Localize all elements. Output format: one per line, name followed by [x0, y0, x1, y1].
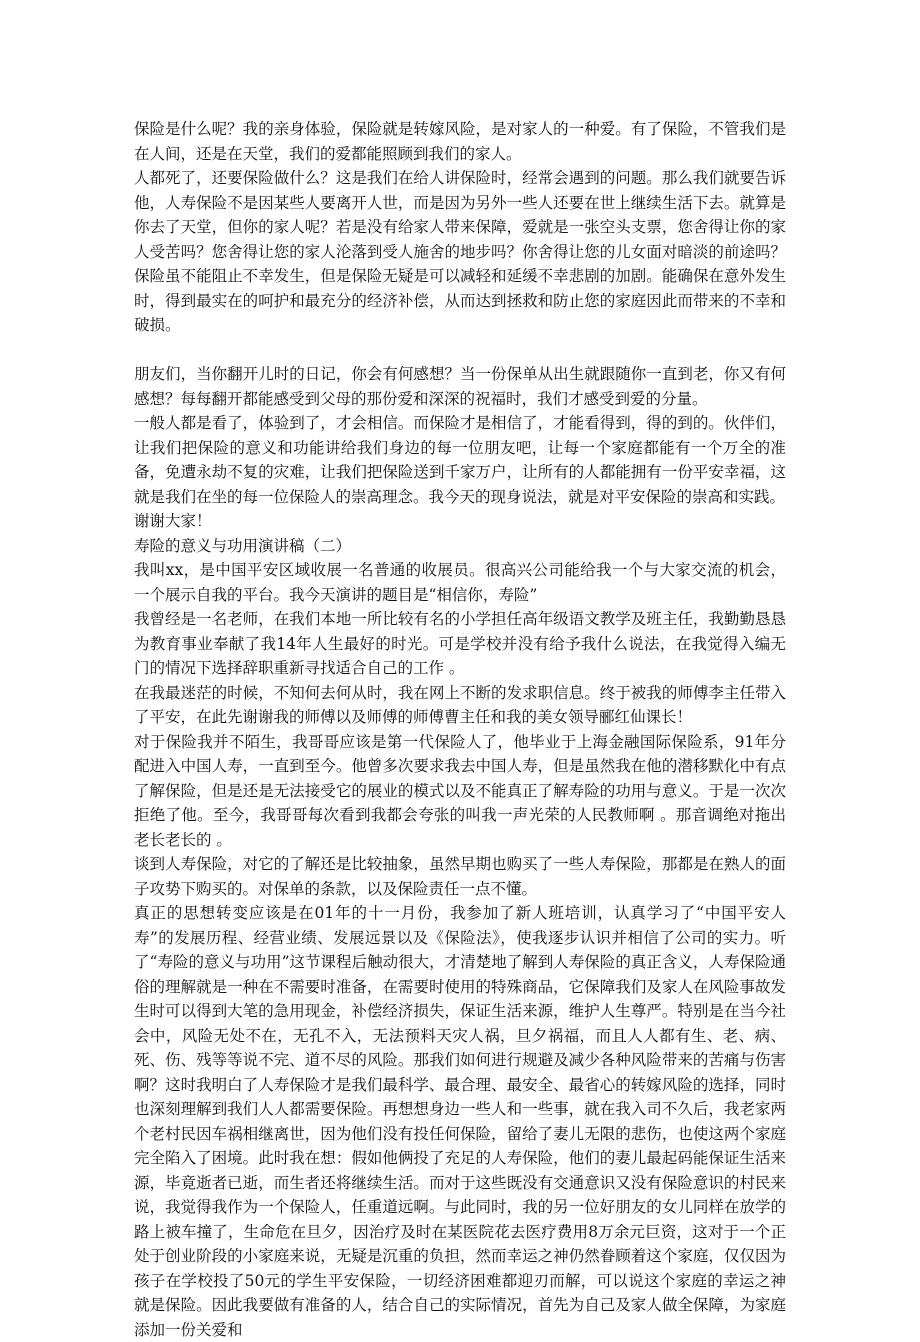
paragraph-believe: 一般人都是看了，体验到了，才会相信。而保险才是相信了，才能看得到，得的到的。伙伴们，让我们把保险的意义和功能讲给我们身边的每一位朋友吧，让每一个家庭都能有一个万全的准备，免遭永劫不复的灾难，让我们把保险送到千家万户，让所有的人都能拥有一份平安幸福，这就是我们在坐的每一位保险人的崇高理念。我今天的现身说法，就是对平安保险的崇高和实践。	[134, 414, 786, 506]
section-title: 寿险的意义与功用演讲稿（二）	[134, 536, 352, 555]
paragraph-confused: 在我最迷茫的时候，不知何去何从时，我在网上不断的发求职信息。终于被我的师傅李主任带入了平安，在此先谢谢我的师傅以及师傅的师傅曹主任和我的美女领导郦红仙课长！	[134, 683, 786, 726]
paragraph-abstract: 谈到人寿保险，对它的了解还是比较抽象，虽然早期也购买了一些人寿保险，那都是在熟人的面子攻势下购买的。对保单的条款，以及保险责任一点不懂。	[134, 855, 786, 898]
paragraph-teacher: 我曾经是一名老师，在我们本地一所比较有名的小学担任高年级语文教学及班主任，我勤勤恳恳为教育事业奉献了我14年人生最好的时光。可是学校并没有给予我什么说法，在我觉得入编无门的情况下选择辞职重新寻找适合自己的工作 。	[134, 610, 786, 677]
paragraph-turning-point: 真正的思想转变应该是在01年的十一月份，我参加了新人班培训，认真学习了“中国平安人寿”的发展历程、经营业绩、发展远景以及《保险法》，使我逐步认识并相信了公司的实力。听了“寿险的意义与功用”这节课程后触动很大，才清楚地了解到人寿保险的真正含义，人寿保险通俗的理解就是一种在不需要时准备，在需要时使用的特殊商品，它保障我们及家人在风险事故发生时可以得到大笔的急用现金，补偿经济损失，保证生活来源，维护人生尊严。特别是在当今社会中，风险无处不在，无孔不入，无法预料天灾人祸，旦夕祸福，而且人人都有生、老、病、死、伤、残等等说不完、道不尽的风险。那我们如何进行规避及减少各种风险带来的苦痛与伤害啊？这时我明白了人寿保险才是我们最科学、最合理、最安全、最省心的转嫁风险的选择，同时也深刻理解到我们人人都需要保险。再想想身边一些人和一些事，就在我入司不久后，我老家两个老村民因车祸相继离世，因为他们没有投任何保险，留给了妻儿无限的悲伤，也使这两个家庭完全陷入了困境。此时我在想：假如他俩投了充足的人寿保险，他们的妻儿最起码能保证生活来源，毕竟逝者已逝，而生者还将继续生活。而对于这些既没有交通意识又没有保险意识的村民来说，我觉得我作为一个保险人，任重道远啊。与此同时，我的另一位好朋友的女儿同样在放学的路上被车撞了，生命危在旦夕，因治疗及时在某医院花去医疗费用8万余元巨资，这对于一个正处于创业阶段的小家庭来说，无疑是沉重的负担，然而幸运之神仍然眷顾着这个家庭，仅仅因为孩子在学校投了50元的学生平安保险，一切经济困难都迎刃而解，可以说这个家庭的幸运之神就是保险。因此我要做有准备的人，结合自己的实际情况，首先为自己及家人做全保障，为家庭添加一份关爱和	[134, 904, 786, 1339]
paragraph-friends: 朋友们，当你翻开儿时的日记，你会有何感想？当一份保单从出生就跟随你一直到老，你又有何感想？每每翻开都能感受到父母的那份爱和深深的祝福时，我们才感受到爱的分量。	[134, 365, 786, 408]
paragraph-brother: 对于保险我并不陌生，我哥哥应该是第一代保险人了，他毕业于上海金融国际保险系，91年分配进入中国人寿，一直到至今。他曾多次要求我去中国人寿，但是虽然我在他的潜移默化中有点了解保险，但是还是无法接受它的展业的模式以及不能真正了解寿险的功用与意义。于是一次次拒绝了他。至今，我哥哥每次看到我都会夸张的叫我一声光荣的人民教师啊 。那音调绝对拖出老长老长的 。	[134, 732, 786, 849]
paragraph-why-insurance: 人都死了，还要保险做什么？这是我们在给人讲保险时，经常会遇到的问题。那么我们就要告诉他，人寿保险不是因某些人要离开人世，而是因为另外一些人还要在世上继续生活下去。就算是你去了天堂，但你的家人呢？若是没有给家人带来保障，爱就是一张空头支票，您舍得让你的家人受苦吗？您舍得让您的家人沦落到受人施舍的地步吗？你舍得让您的儿女面对暗淡的前途吗？保险虽不能阻止不幸发生，但是保险无疑是可以减轻和延缓不幸悲剧的加剧。能确保在意外发生时，得到最实在的呵护和最充分的经济补偿，从而达到拯救和防止您的家庭因此而带来的不幸和破损。	[134, 169, 786, 334]
document-page	[134, 117, 786, 1342]
paragraph-intro: 我叫xx，是中国平安区域收展一名普通的收展员。很高兴公司能给我一个与大家交流的机会，一个展示自我的平台。我今天演讲的题目是“相信你，寿险”	[134, 561, 786, 604]
paragraph-insurance-meaning: 保险是什么呢？我的亲身体验，保险就是转嫁风险，是对家人的一种爱。有了保险，不管我们是在人间，还是在天堂，我们的爱都能照顾到我们的家人。	[134, 120, 786, 163]
paragraph-thanks: 谢谢大家！	[134, 512, 212, 530]
paragraph-gap	[134, 338, 786, 363]
